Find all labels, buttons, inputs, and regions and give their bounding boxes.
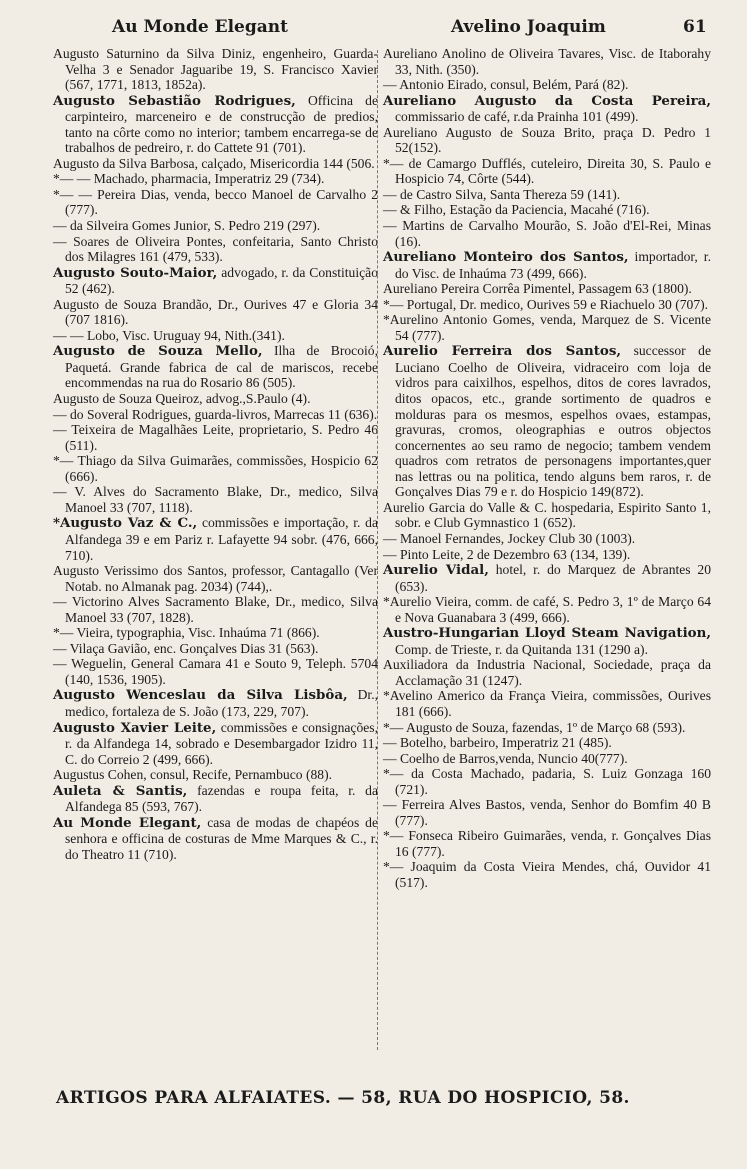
- entry-text: *Aurelino Antonio Gomes, venda, Marquez de S. Vicente 54 (777).: [383, 312, 711, 343]
- entry-text: — Martins de Carvalho Mourão, S. João d'El-Rei, Minas (16).: [383, 218, 711, 249]
- directory-entry: [383, 547, 711, 563]
- entry-text: *— Vieira, typographia, Visc. Inhaúma 71 (866).: [53, 625, 320, 641]
- entry-text: *— de Camargo Dufflés, cuteleiro, Direita 30, S. Paulo e Hospicio 74, Côrte (544).: [383, 155, 711, 187]
- directory-entry: [53, 641, 378, 657]
- header-left-guide-word: Au Monde Elegant: [112, 17, 288, 37]
- entry-text: *— Augusto de Souza, fazendas, 1º de Março 68 (593).: [383, 719, 686, 735]
- directory-entry: [53, 328, 378, 344]
- directory-entry: [53, 720, 378, 768]
- entry-text: fazendas e roupa feita, r. da Alfandega 85 (593, 767).: [65, 782, 379, 815]
- entry-name: Augusto Wenceslau da Silva Lisbôa,: [53, 687, 348, 704]
- entry-name: Aureliano Monteiro dos Santos,: [383, 249, 629, 266]
- directory-entry: [383, 125, 711, 156]
- directory-entry: [383, 46, 711, 77]
- entry-text: Aureliano Anolino de Oliveira Tavares, Visc. de Itaborahy 33, Nith. (350).: [383, 46, 711, 77]
- entry-text: importador, r. do Visc. de Inhaúma 73 (499, 666).: [395, 249, 711, 281]
- entry-text: Augusto da Silva Barbosa, calçado, Misericordia 144 (506.: [53, 155, 375, 171]
- directory-entry: [383, 562, 711, 594]
- entry-text: — Vilaça Gavião, enc. Gonçalves Dias 31 (563).: [53, 640, 319, 656]
- entry-text: advogado, r. da Constituição 52 (462).: [65, 264, 378, 297]
- directory-entry: [53, 234, 378, 265]
- entry-text: Augusto Verissimo dos Santos, professor, Cantagallo (Ver Notab. no Almanak pag. 2034) (744),.: [53, 563, 378, 594]
- entry-name: Auleta & Santis,: [53, 782, 188, 799]
- directory-entry: [383, 797, 711, 828]
- directory-entry: [53, 93, 378, 156]
- directory-entry: [53, 407, 378, 423]
- entry-text: Comp. de Trieste, r. da Quitanda 131 (1290 a).: [395, 641, 648, 657]
- entry-text: — & Filho, Estação da Paciencia, Macahé (716).: [383, 202, 650, 218]
- entry-text: — Victorino Alves Sacramento Blake, Dr., medico, Silva Manoel 33 (707, 1828).: [53, 594, 378, 625]
- entry-text: Officina de carpinteiro, marceneiro e de construcção de predios, tanto na côrte como no interior; tambem encarrega-se de trabalhos de pedreiro, r. do Cattete 91 (701).: [65, 92, 378, 156]
- directory-entry: [383, 156, 711, 187]
- directory-entry: [53, 46, 378, 93]
- header-right-guide-word: Avelino Joaquim: [451, 17, 606, 37]
- directory-entry: [383, 859, 711, 890]
- directory-entry: [53, 625, 378, 641]
- entry-name: *Augusto Vaz & C.,: [53, 515, 198, 532]
- directory-entry: [383, 500, 711, 531]
- entry-text: — Antonio Eirado, consul, Belém, Pará (82).: [383, 77, 629, 93]
- directory-entry: [53, 187, 378, 218]
- directory-entry: [53, 767, 378, 783]
- entry-text: *— — Pereira Dias, venda, becco Manoel de Carvalho 2 (777).: [53, 186, 378, 218]
- entry-text: Ilha de Brocoió, Paquetá. Grande fabrica de cal de mariscos, recebe encommendas na rua do Rosario 86 (505).: [65, 343, 378, 391]
- column-divider: [377, 50, 378, 1050]
- left-column: [53, 46, 378, 862]
- directory-entry: [53, 391, 378, 407]
- entry-text: Aurelio Garcia do Valle & C. hospedaria, Espirito Santo 1, sobr. e Club Gymnastico 1 (652).: [383, 499, 711, 531]
- entry-text: Augusto de Souza Brandão, Dr., Ourives 47 e Gloria 34 (707 1816).: [53, 296, 378, 328]
- directory-entry: [383, 720, 711, 736]
- entry-name: Aurelio Vidal,: [383, 562, 489, 579]
- directory-entry: [53, 484, 378, 515]
- directory-entry: [383, 77, 711, 93]
- entry-text: — Ferreira Alves Bastos, venda, Senhor do Bomfim 40 B (777).: [383, 797, 711, 828]
- entry-text: — da Silveira Gomes Junior, S. Pedro 219 (297).: [53, 218, 321, 234]
- directory-entry: [53, 656, 378, 687]
- directory-entry: [383, 828, 711, 859]
- directory-entry: [383, 594, 711, 625]
- directory-entry: [53, 218, 378, 234]
- entry-text: — Soares de Oliveira Pontes, confeitaria, Santo Christo dos Milagres 161 (479, 533).: [53, 233, 378, 265]
- entry-text: successor de Luciano Coelho de Oliveira, vidraceiro com loja de vidros para caixilhos, espelhos, ditos de cores lavrados, ditos opacos, etc., grande sortimento de quadros e molduras para os mesmos, espelhos ovaes, estampas, gravuras, cromos, oleographias e outros objectos concernentes ao seu ramo de negocio; tambem vendem quadros com retratos de personagens importantes,quer nas lettras ou na politica, tendo alguns bem raros, r. de Gonçalves Dias 79 e r. do Hospicio 149(872).: [395, 343, 711, 500]
- entry-text: commissario de café, r.da Prainha 101 (499).: [395, 109, 639, 125]
- entry-name: Augusto Souto-Maior,: [53, 264, 218, 281]
- entry-text: — do Soveral Rodrigues, guarda-livros, Marrecas 11 (636).: [53, 406, 378, 422]
- directory-entry: [383, 625, 711, 657]
- entry-name: Augusto Xavier Leite,: [53, 719, 217, 736]
- entry-name: Aureliano Augusto da Costa Pereira,: [383, 92, 711, 109]
- directory-entry: [53, 594, 378, 625]
- entry-text: Augustus Cohen, consul, Recife, Pernambuco (88).: [53, 767, 332, 783]
- entry-text: Aureliano Augusto de Souza Brito, praça D. Pedro 1 52(152).: [383, 124, 711, 156]
- entry-name: Augusto Sebastião Rodrigues,: [53, 92, 296, 109]
- entry-text: *— da Costa Machado, padaria, S. Luiz Gonzaga 160 (721).: [383, 766, 711, 797]
- entry-text: hotel, r. do Marquez de Abrantes 20 (653).: [395, 562, 711, 594]
- page-number: 61: [683, 17, 707, 37]
- entry-text: — V. Alves do Sacramento Blake, Dr., medico, Silva Manoel 33 (707, 1118).: [53, 484, 378, 515]
- entry-text: — Manoel Fernandes, Jockey Club 30 (1003).: [383, 530, 636, 546]
- directory-entry: [383, 343, 711, 499]
- right-column: [383, 46, 711, 891]
- entry-text: commissões e importação, r. da Alfandega 39 e em Pariz r. Lafayette 94 sobr. (476, 666, 710).: [65, 515, 378, 563]
- entry-text: *— Fonseca Ribeiro Guimarães, venda, r. Gonçalves Dias 16 (777).: [383, 828, 711, 859]
- entry-text: Dr., medico, fortaleza de S. João (173, 229, 707).: [65, 687, 378, 719]
- entry-text: — Botelho, barbeiro, Imperatriz 21 (485).: [383, 735, 612, 751]
- directory-entry: [53, 297, 378, 328]
- entry-name: Augusto de Souza Mello,: [53, 343, 263, 360]
- directory-entry: [383, 187, 711, 203]
- directory-entry: [53, 815, 378, 863]
- entry-text: *Avelino Americo da França Vieira, commissões, Ourives 181 (666).: [383, 688, 711, 719]
- entry-name: Austro-Hungarian Lloyd Steam Navigation,: [383, 625, 711, 642]
- directory-entry: [53, 563, 378, 594]
- directory-entry: [383, 735, 711, 751]
- directory-entry: [53, 453, 378, 484]
- entry-text: *— Thiago da Silva Guimarães, commissões, Hospicio 62 (666).: [53, 453, 378, 484]
- directory-entry: [383, 202, 711, 218]
- entry-text: *Aurelio Vieira, comm. de café, S. Pedro 3, 1º de Março 64 e Nova Guanabara 3 (499, 666).: [383, 594, 711, 625]
- entry-text: Auxiliadora da Industria Nacional, Sociedade, praça da Acclamação 31 (1247).: [383, 657, 711, 688]
- entry-text: — de Castro Silva, Santa Thereza 59 (141).: [383, 186, 621, 202]
- running-header: [58, 14, 727, 40]
- entry-text: — Pinto Leite, 2 de Dezembro 63 (134, 139).: [383, 546, 631, 562]
- directory-entry: [53, 343, 378, 391]
- directory-entry: [53, 156, 378, 172]
- entry-name: Aurelio Ferreira dos Santos,: [383, 343, 622, 360]
- entry-text: *— Joaquim da Costa Vieira Mendes, chá, Ouvidor 41 (517).: [383, 859, 711, 890]
- directory-entry: [383, 218, 711, 249]
- directory-entry: [383, 93, 711, 125]
- entry-text: — Teixeira de Magalhães Leite, proprietario, S. Pedro 46 (511).: [53, 422, 378, 453]
- entry-text: *— — Machado, pharmacia, Imperatriz 29 (734).: [53, 171, 325, 187]
- entry-text: Aureliano Pereira Corrêa Pimentel, Passagem 63 (1800).: [383, 281, 692, 297]
- directory-entry: [53, 783, 378, 815]
- entry-text: — Coelho de Barros,venda, Nuncio 40(777).: [383, 750, 628, 766]
- directory-entry: [53, 422, 378, 453]
- directory-entry: [53, 515, 378, 563]
- directory-entry: [383, 297, 711, 313]
- directory-entry: [53, 687, 378, 719]
- directory-entry: [53, 171, 378, 187]
- directory-entry: [53, 265, 378, 297]
- entry-text: Augusto de Souza Queiroz, advog.,S.Paulo (4).: [53, 391, 311, 407]
- directory-entry: [383, 249, 711, 281]
- directory-entry: [383, 281, 711, 297]
- directory-entry: [383, 312, 711, 343]
- entry-text: commissões e consignações, r. da Alfandega 14, sobrado e Desembargador Izidro 11, C. do Correio 2 (499, 666).: [65, 719, 378, 767]
- directory-entry: [383, 657, 711, 688]
- entry-text: — Weguelin, General Camara 41 e Souto 9, Teleph. 5704 (140, 1536, 1905).: [53, 656, 378, 687]
- entry-name: Au Monde Elegant,: [53, 814, 202, 831]
- directory-entry: [383, 766, 711, 797]
- directory-entry: [383, 688, 711, 719]
- entry-text: *— Portugal, Dr. medico, Ourives 59 e Riachuelo 30 (707).: [383, 296, 709, 312]
- entry-text: Augusto Saturnino da Silva Diniz, engenheiro, Guarda-Velha 3 e Senador Jaguaribe 19, S. Francisco Xavier (567, 1771, 1813, 1852a).: [53, 46, 378, 93]
- entry-text: casa de modas de chapéos de senhora e officina de costuras de Mme Marques & C., r. do Theatro 11 (710).: [65, 814, 378, 862]
- entry-text: — — Lobo, Visc. Uruguay 94, Nith.(341).: [53, 327, 285, 343]
- footer-advertisement: ARTIGOS PARA ALFAIATES. — 58, RUA DO HOSPICIO, 58.: [56, 1088, 630, 1108]
- directory-entry: [383, 531, 711, 547]
- directory-entry: [383, 751, 711, 767]
